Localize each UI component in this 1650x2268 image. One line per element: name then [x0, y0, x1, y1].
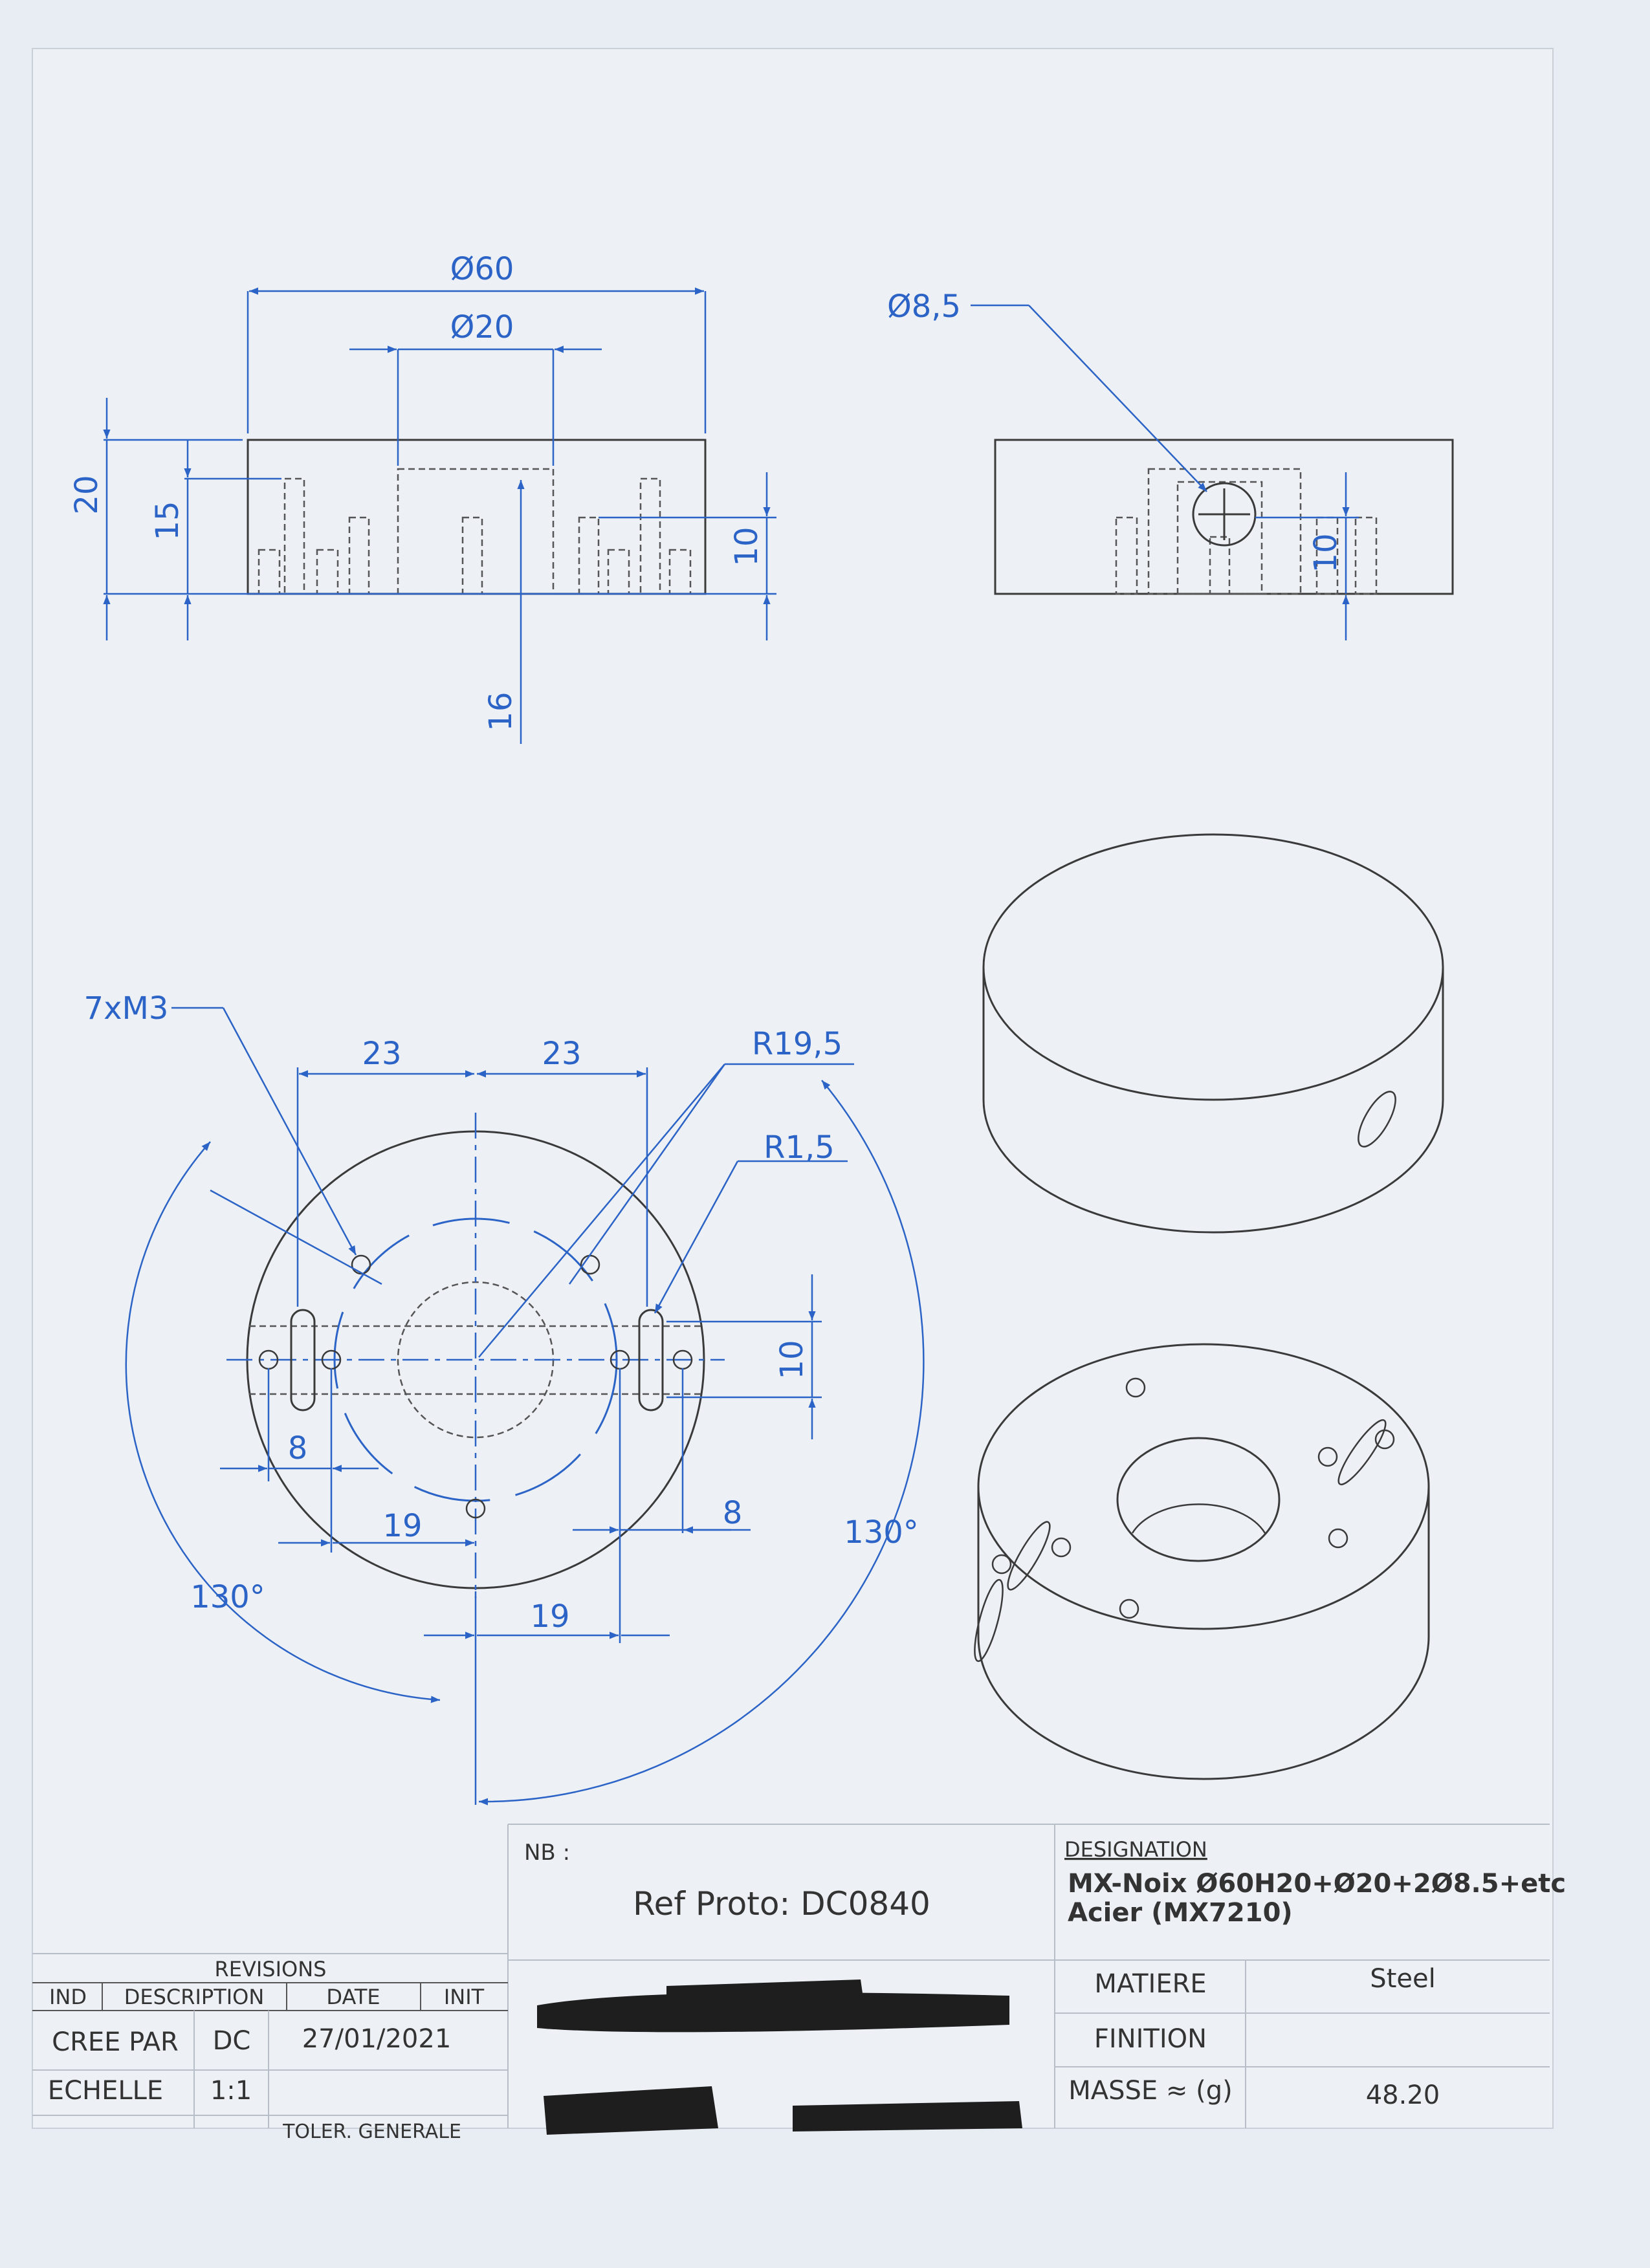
- dim-diameter-8-5: Ø8,5: [886, 289, 962, 325]
- dim-holes-7xm3: 7xM3: [83, 990, 169, 1027]
- dim-width-8-right: 8: [722, 1495, 743, 1531]
- tb-designation-line1: MX-Noix Ø60H20+Ø20+2Ø8.5+etc: [1068, 1869, 1567, 1899]
- tb-matiere-value: Steel: [1370, 1964, 1436, 1994]
- dim-width-19-left: 19: [382, 1508, 423, 1544]
- tb-revisions-label: REVISIONS: [214, 1957, 327, 1981]
- tb-masse-label: MASSE ≈ (g): [1068, 2076, 1233, 2106]
- tb-nb-label: NB :: [524, 1840, 571, 1866]
- dim-height-20: 20: [69, 475, 105, 515]
- tb-designation-label: DESIGNATION: [1064, 1837, 1207, 1862]
- tb-ref: Ref Proto: DC0840: [633, 1885, 930, 1923]
- dim-width-19-right: 19: [530, 1598, 570, 1635]
- tb-designation-line2: Acier (MX7210): [1068, 1898, 1293, 1928]
- dim-height-10-side: 10: [1308, 533, 1344, 573]
- tb-echelle-label: ECHELLE: [47, 2076, 164, 2106]
- dim-width-23-right: 23: [542, 1036, 582, 1072]
- dim-diameter-60: Ø60: [450, 251, 514, 287]
- dim-angle-130-right: 130°: [844, 1514, 919, 1551]
- tb-rev-header-ind: IND: [49, 1985, 87, 2009]
- dim-height-10-front: 10: [729, 527, 765, 567]
- dim-height-15: 15: [149, 501, 186, 541]
- dim-depth-16: 16: [483, 692, 519, 732]
- tb-cree-par-label: CREE PAR: [52, 2027, 179, 2057]
- tb-cree-par-value: DC: [212, 2026, 251, 2056]
- dim-width-23-left: 23: [362, 1036, 402, 1072]
- tb-toler-label: TOLER. GENERALE: [283, 2121, 461, 2143]
- tb-rev-header-init: INIT: [443, 1985, 485, 2009]
- tb-rev-header-date: DATE: [326, 1985, 380, 2009]
- dim-radius-19-5: R19,5: [751, 1026, 843, 1062]
- tb-date-value: 27/01/2021: [302, 2024, 452, 2054]
- tb-echelle-value: 1:1: [210, 2076, 252, 2106]
- tb-matiere-label: MATIERE: [1094, 1969, 1207, 1999]
- tb-masse-value: 48.20: [1365, 2080, 1440, 2110]
- dim-width-8-left: 8: [287, 1430, 308, 1467]
- tb-finition-label: FINITION: [1094, 2024, 1207, 2054]
- sheet-border: [32, 49, 1553, 2128]
- dim-radius-1-5: R1,5: [764, 1129, 835, 1166]
- dim-angle-130-left: 130°: [190, 1579, 265, 1615]
- dim-height-10-top: 10: [774, 1340, 810, 1380]
- tb-rev-header-description: DESCRIPTION: [124, 1985, 265, 2009]
- dim-diameter-20: Ø20: [450, 309, 514, 345]
